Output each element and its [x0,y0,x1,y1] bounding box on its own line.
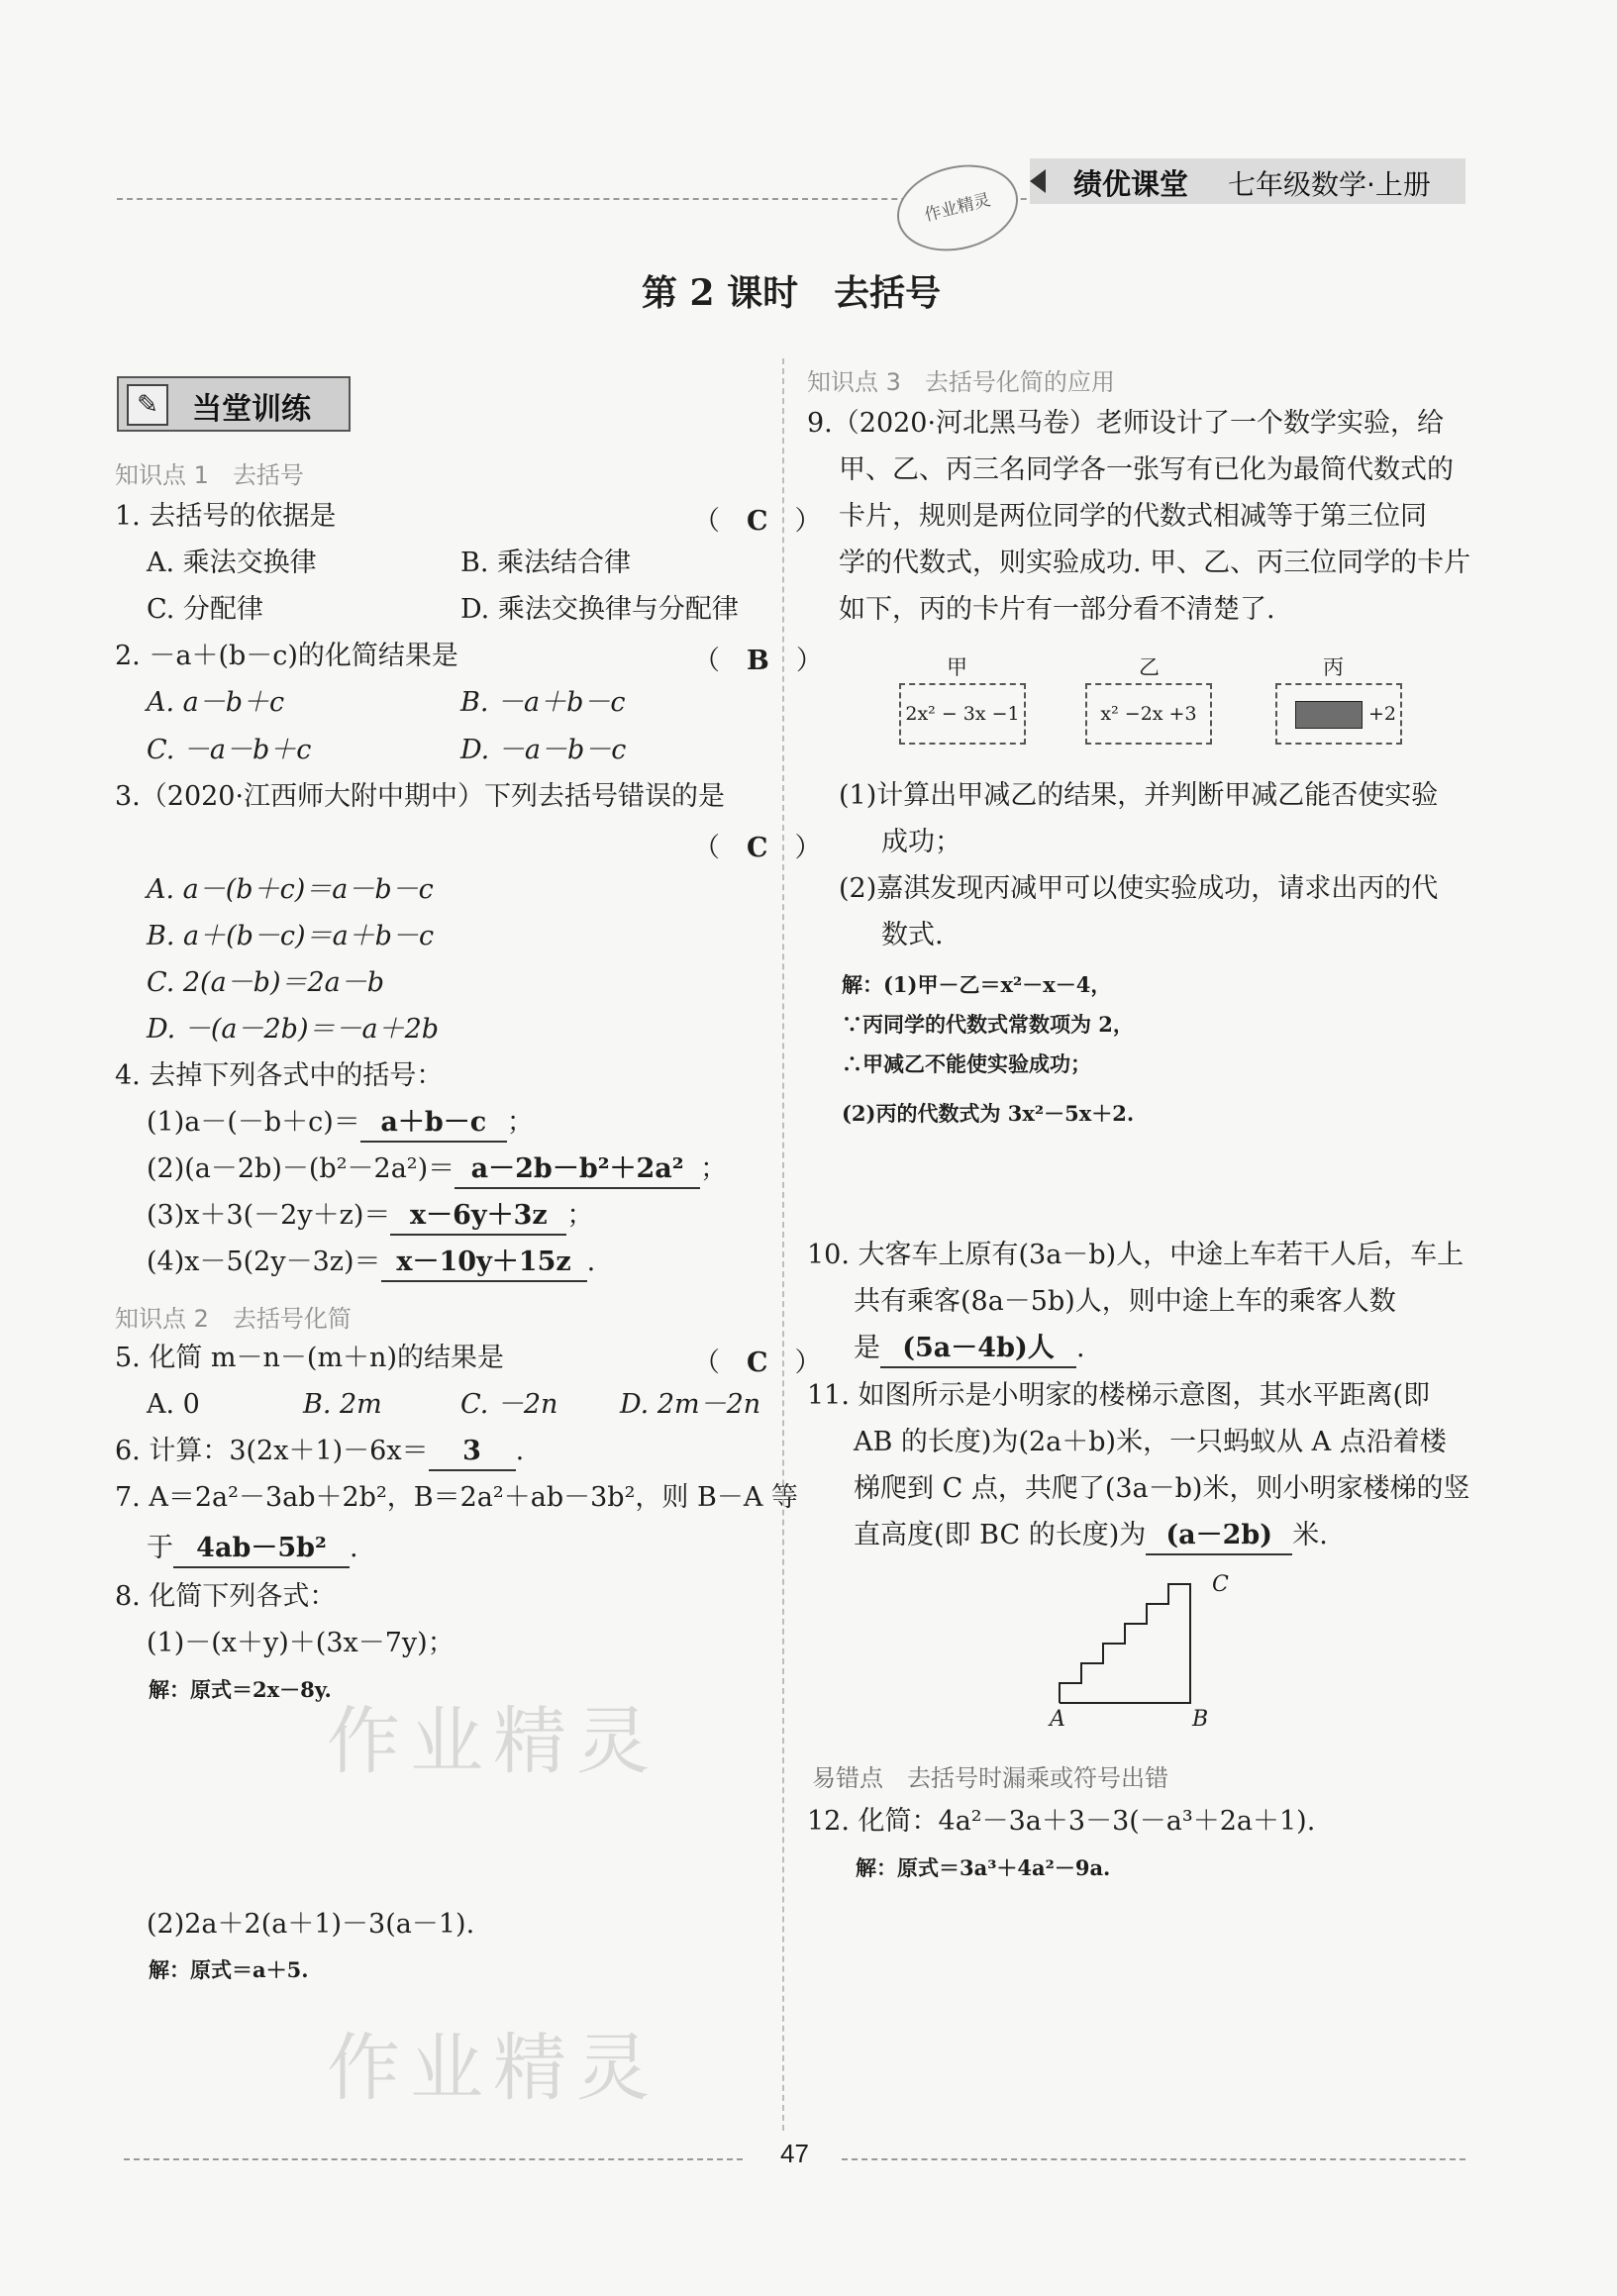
q1-option-d: D. 乘法交换律与分配律 [460,594,739,625]
q2-option-a: A. a－b＋c [147,687,285,718]
error-prone-point: 易错点 去括号时漏乘或符号出错 [812,1764,1168,1792]
q11-line-3: 梯爬到 C 点，共爬了(3a－b)米，则小明家楼梯的竖 [854,1473,1470,1504]
q7-stem2: 于 [147,1533,173,1563]
section-badge [117,376,351,432]
page-number: 47 [780,2139,809,2168]
q11-line-4-lead: 直高度(即 BC 的长度)为 [854,1520,1147,1550]
knowledge-point-3: 知识点 3 去括号化简的应用 [807,368,1115,396]
q8-solution-2: 解：原式＝a＋5. [149,1957,309,1982]
card-bing-obscured-part [1295,701,1363,729]
card-jia [899,683,1026,745]
header-book: 七年级数学·上册 [1228,168,1431,201]
diagram-label-c: C [1212,1572,1229,1597]
q9-sub2-line-2: 数式. [881,920,944,950]
q10-line-1: 10. 大客车上原有(3a－b)人，中途上车若干人后，车上 [807,1240,1465,1270]
q3-option-b: B. a＋(b－c)＝a＋b－c [147,921,435,951]
banner-triangle-icon [1030,169,1046,193]
q6-stem: 6. 计算：3(2x＋1)－6x＝ [115,1436,429,1466]
q2-option-c: C. －a－b＋c [147,735,312,765]
watermark-2: 作业精灵 [327,2026,659,2111]
q5-answer-paren: （ C ） [693,1348,822,1378]
q1-stem: 1. 去括号的依据是 [115,501,337,532]
q12-solution: 解：原式＝3a³＋4a²－9a. [856,1855,1111,1880]
q12-stem: 12. 化简：4a²－3a＋3－3(－a³＋2a＋1). [807,1806,1316,1837]
q3-answer-paren: （ C ） [693,833,822,863]
diagram-label-b: B [1192,1707,1209,1732]
q4-item-2 [147,1151,727,1189]
q1-option-a: A. 乘法交换律 [147,548,317,578]
header-stamp [888,152,1028,263]
q11-end: 米. [1292,1520,1328,1550]
q9-solution-2: ∵丙同学的代数式常数项为 2， [842,1012,1134,1037]
q5-option-c: C. －2n [460,1389,558,1420]
q4-item-1 [147,1105,534,1143]
q4-item-2-answer: a－2b－b²＋2a² [455,1151,700,1189]
card-jia-expr: 2x² − 3x −1 [905,703,1020,725]
card-bing [1275,683,1402,745]
card-yi-label: 乙 [1139,655,1160,679]
q5-option-d: D. 2m－2n [620,1389,761,1420]
q4-item-3-end: ； [566,1200,594,1231]
q10-line-3 [854,1331,1085,1368]
page-title: 第 2 课时 去括号 [642,272,942,314]
footer-rule-right [842,2158,1465,2160]
q2-stem: 2. －a＋(b－c)的化简结果是 [115,641,458,671]
q5-answer: C [747,1348,768,1378]
q4-item-4-end: . [586,1247,596,1277]
q1-option-b: B. 乘法结合律 [460,548,632,578]
card-bing-expr: +2 [1368,703,1397,725]
q10-line-3-lead: 是 [854,1333,880,1363]
card-yi [1085,683,1212,745]
q9-line-4: 学的代数式，则实验成功. 甲、乙、丙三位同学的卡片 [839,548,1471,578]
q1-answer-paren: （ C ） [693,506,822,537]
q5-stem: 5. 化简 m－n－(m＋n)的结果是 [115,1343,504,1373]
q4-item-2-end: ； [700,1153,728,1184]
q1-answer: C [747,506,768,537]
staircase-diagram [1040,1564,1238,1723]
q6-answer: 3 [429,1434,516,1471]
q7-answer: 4ab－5b² [173,1531,350,1568]
watermark-1: 作业精灵 [327,1699,659,1784]
knowledge-point-1: 知识点 1 去括号 [115,461,304,489]
q9-line-1: 9.（2020·河北黑马卷）老师设计了一个数学实验，给 [807,408,1445,439]
q11-line-2: AB 的长度)为(2a＋b)米，一只蚂蚁从 A 点沿着楼 [854,1427,1447,1457]
q4-item-4-answer: x－10y＋15z [381,1245,587,1282]
q9-line-2: 甲、乙、丙三名同学各一张写有已化为最简代数式的 [839,454,1454,485]
q2-option-d: D. －a－b－c [460,735,627,765]
q4-item-1-end: ； [506,1107,534,1138]
stamp-text: 作业精灵 [922,190,993,226]
column-divider [782,358,784,2131]
card-jia-label: 甲 [947,655,967,679]
q8-stem: 8. 化简下列各式： [115,1581,337,1612]
q3-stem: 3.（2020·江西师大附中期中）下列去括号错误的是 [115,781,726,812]
q6-end: . [515,1436,525,1466]
q9-line-5: 如下，丙的卡片有一部分看不清楚了. [839,594,1275,625]
q10-line-2: 共有乘客(8a－5b)人，则中途上车的乘客人数 [854,1286,1396,1317]
q4-item-3 [147,1198,593,1236]
q9-line-3: 卡片，规则是两位同学的代数式相减等于第三位同 [839,501,1427,532]
q9-sub2-line-1: (2)嘉淇发现丙减甲可以使实验成功，请求出丙的代 [839,873,1439,904]
q3-answer: C [747,833,768,863]
q10-end: . [1076,1333,1085,1363]
q1-option-c: C. 分配律 [147,594,263,625]
q7-stem: 7. A＝2a²－3ab＋2b²，B＝2a²＋ab－3b²，则 B－A 等 [115,1482,798,1513]
q4-item-1-question: (1)a－(－b＋c)＝ [147,1107,360,1138]
q9-solution-3: ∴甲减乙不能使实验成功； [842,1051,1091,1076]
diagram-label-a: A [1050,1707,1065,1732]
notebook-icon: ✎ [127,384,168,426]
q3-option-d: D. －(a－2b)＝－a＋2b [147,1014,440,1045]
q2-option-b: B. －a＋b－c [460,687,626,718]
q4-item-1-answer: a＋b－c [360,1105,507,1143]
q4-item-4-question: (4)x－5(2y－3z)＝ [147,1247,381,1277]
section-badge-label: 当堂训练 [192,392,311,427]
q9-solution-4: (2)丙的代数式为 3x²－5x＋2. [842,1101,1135,1126]
q4-item-4 [147,1245,595,1282]
q8-part-1: (1)－(x＋y)＋(3x－7y)； [147,1628,455,1658]
q9-sub1-line-2: 成功； [881,827,961,857]
knowledge-point-2: 知识点 2 去括号化简 [115,1305,352,1333]
q2-answer: B [747,646,769,676]
header-banner [1030,158,1465,204]
q11-line-4 [854,1518,1328,1555]
q8-part-2: (2)2a＋2(a＋1)－3(a－1). [147,1909,475,1940]
q4-item-3-question: (3)x＋3(－2y＋z)＝ [147,1200,391,1231]
q10-answer: (5a－4b)人 [880,1331,1076,1368]
q11-answer: (a－2b) [1146,1518,1292,1555]
staircase-outline [1060,1584,1190,1703]
q4-item-2-question: (2)(a－2b)－(b²－2a²)＝ [147,1153,455,1184]
card-bing-label: 丙 [1323,655,1344,679]
q11-line-1: 11. 如图所示是小明家的楼梯示意图，其水平距离(即 [807,1380,1431,1411]
q7-end: . [350,1533,358,1563]
q8-solution-1: 解：原式＝2x－8y. [149,1677,332,1702]
q4-stem: 4. 去掉下列各式中的括号： [115,1060,444,1091]
q5-option-a: A. 0 [147,1389,200,1420]
q6 [115,1434,524,1471]
q7-line2 [147,1531,358,1568]
header-brand: 绩优课堂 [1073,167,1189,201]
q3-option-a: A. a－(b＋c)＝a－b－c [147,874,434,905]
q9-solution-1: 解：(1)甲－乙＝x²－x－4， [842,972,1112,997]
card-yi-expr: x² −2x +3 [1100,703,1197,725]
q4-item-3-answer: x－6y＋3z [390,1198,566,1236]
q3-option-c: C. 2(a－b)＝2a－b [147,967,385,998]
footer-rule-left [124,2158,743,2160]
q2-answer-paren: （ B ） [693,646,823,676]
q5-option-b: B. 2m [303,1389,382,1420]
q9-sub1-line-1: (1)计算出甲减乙的结果，并判断甲减乙能否使实验 [839,780,1439,811]
